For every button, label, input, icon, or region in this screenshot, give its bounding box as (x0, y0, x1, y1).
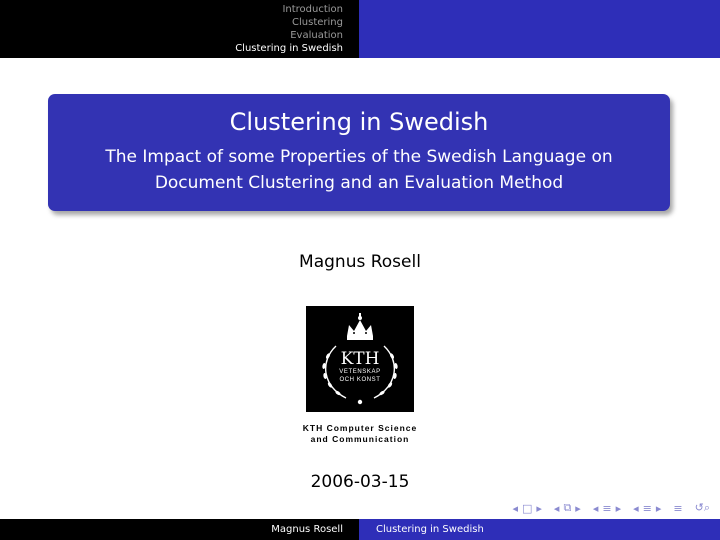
nav-prev-subsection-icon[interactable]: ◂ (553, 501, 560, 515)
section-nav (0, 0, 359, 58)
nav-section-icon[interactable]: ≡ (602, 501, 612, 515)
nav-section-evaluation[interactable]: Evaluation (290, 30, 343, 41)
nav-next-subsection-icon[interactable]: ▸ (575, 501, 581, 515)
nav-section-introduction[interactable]: Introduction (282, 4, 343, 15)
nav-next-part-icon[interactable]: ▸ (655, 501, 662, 515)
presentation-title: Clustering in Swedish (229, 108, 489, 136)
nav-next-frame-icon[interactable]: ▸ (536, 501, 542, 515)
nav-next-section-icon[interactable]: ▸ (615, 501, 622, 515)
kth-logo (306, 306, 414, 412)
logo-caption-line2: and Communication (310, 434, 410, 444)
nav-frame-icon[interactable]: □ (521, 501, 533, 515)
title-block (48, 94, 670, 211)
nav-prev-part-icon[interactable]: ◂ (633, 501, 639, 515)
nav-prev-frame-icon[interactable]: ◂ (512, 501, 518, 515)
logo-text-main: KTH (340, 349, 380, 369)
presentation-subtitle: The Impact of some Properties of the Swedish Language on Document Clustering and an Evaluation Method (105, 147, 613, 193)
kth-seal-icon (306, 306, 414, 412)
logo-caption (0, 423, 720, 445)
nav-section-clustering[interactable]: Clustering (292, 17, 343, 28)
logo-text-line1: VETENSKAP (339, 369, 381, 375)
nav-part-icon[interactable]: ≡ (642, 501, 652, 515)
nav-search-icon[interactable]: ↺⌕ (694, 501, 710, 514)
header-navigation (0, 0, 720, 58)
presentation-date: 2006-03-15 (310, 472, 410, 492)
nav-prev-section-icon[interactable]: ◂ (592, 501, 599, 515)
logo-text-line2: OCH KONST (339, 377, 381, 383)
header-right-bar (359, 0, 720, 58)
footer-author: Magnus Rosell (0, 519, 359, 540)
footer-title: Clustering in Swedish (359, 519, 720, 540)
footer (0, 519, 720, 540)
nav-section-clustering-in-swedish[interactable]: Clustering in Swedish (235, 43, 343, 54)
beamer-navigation-symbols (512, 500, 710, 516)
author-name: Magnus Rosell (299, 252, 421, 272)
nav-subsection-icon[interactable]: ⧉ (563, 501, 572, 514)
logo-caption-line1: KTH Computer Science (302, 423, 418, 433)
nav-appendix-icon[interactable]: ≡ (673, 501, 683, 515)
